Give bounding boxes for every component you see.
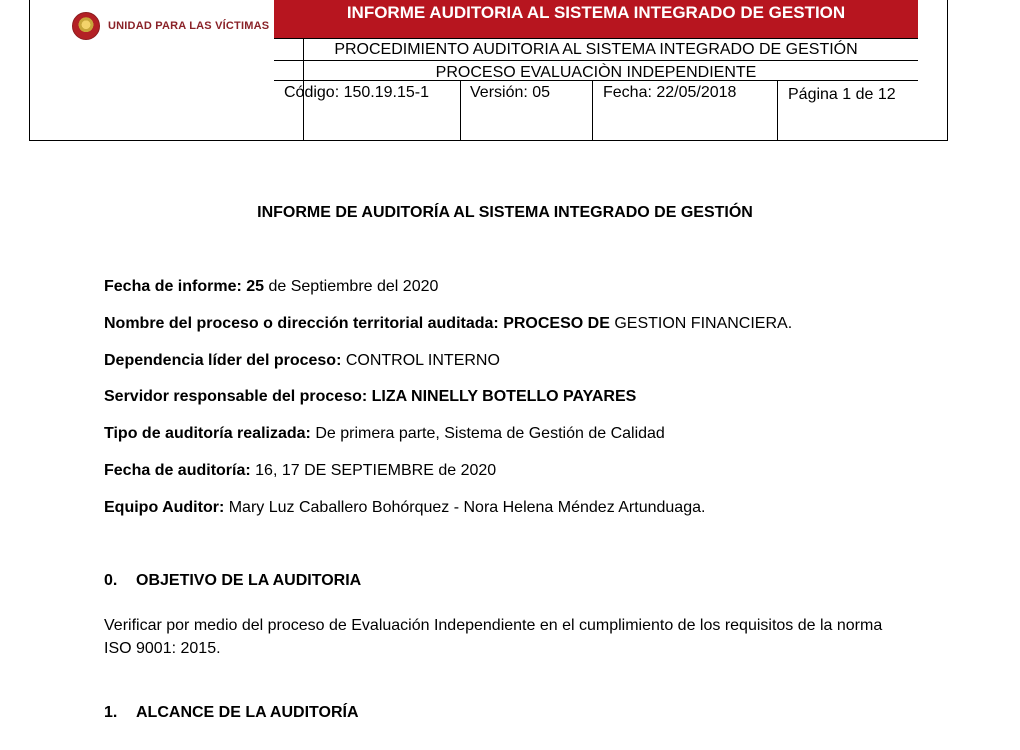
field-value-bold: 25	[246, 278, 265, 295]
field-value-bold: PROCESO DE	[503, 315, 615, 332]
field-value: CONTROL INTERNO	[345, 352, 500, 369]
field-dependencia	[104, 352, 500, 370]
field-label: Servidor responsable del proceso:	[104, 388, 372, 405]
field-value: GESTION FINANCIERA.	[614, 315, 793, 332]
section-title: OBJETIVO DE LA AUDITORIA	[136, 572, 362, 589]
header-version: Versión: 05	[461, 81, 593, 141]
field-fecha-auditoria	[104, 462, 496, 480]
header-process: PROCESO EVALUACIÒN INDEPENDIENTE	[274, 61, 918, 81]
section-title: ALCANCE DE LA AUDITORÍA	[136, 704, 359, 721]
logo-cell	[30, 0, 304, 141]
field-value: Mary Luz Caballero Bohórquez - Nora Helena Méndez Artunduaga.	[228, 499, 706, 516]
field-label: Equipo Auditor:	[104, 499, 229, 516]
field-equipo-auditor	[104, 499, 705, 517]
field-servidor	[104, 388, 636, 406]
header-pagina: Página 1 de 12	[788, 86, 896, 103]
section-number: 1.	[104, 704, 118, 721]
field-nombre-proceso	[104, 315, 792, 333]
field-value: 16, 17 DE SEPTIEMBRE de 2020	[255, 462, 497, 479]
coat-of-arms-icon	[72, 12, 100, 40]
field-label: Fecha de informe:	[104, 278, 247, 295]
field-fecha-informe	[104, 278, 438, 296]
field-label: Fecha de auditoría:	[104, 462, 256, 479]
logo-text: UNIDAD PARA LAS VÍCTIMAS	[108, 20, 270, 32]
field-tipo-auditoria	[104, 425, 665, 443]
field-label: Nombre del proceso o dirección territorial auditada:	[104, 315, 504, 332]
header-procedure: PROCEDIMIENTO AUDITORIA AL SISTEMA INTEGRADO DE GESTIÓN	[274, 39, 918, 61]
section-heading-alcance	[104, 704, 359, 722]
section-heading-objetivo	[104, 572, 361, 590]
field-label: Dependencia líder del proceso:	[104, 352, 346, 369]
header-title: INFORME AUDITORIA AL SISTEMA INTEGRADO DE GESTION	[274, 0, 918, 39]
section-body-objetivo: Verificar por medio del proceso de Evaluación Independiente en el cumplimiento de los requisitos de la norma ISO 9001: 2015.	[104, 617, 883, 657]
header-fecha: Fecha: 22/05/2018	[593, 81, 778, 141]
field-value: de Septiembre del 2020	[264, 278, 439, 295]
document-title: INFORME DE AUDITORÍA AL SISTEMA INTEGRADO DE GESTIÓN	[257, 204, 753, 221]
section-number: 0.	[104, 572, 118, 589]
field-label: Tipo de auditoría realizada:	[104, 425, 316, 442]
unidad-victimas-logo	[72, 12, 269, 40]
field-value-bold: LIZA NINELLY BOTELLO PAYARES	[371, 388, 637, 405]
header-codigo: Código: 150.19.15-1	[274, 81, 461, 141]
field-value: De primera parte, Sistema de Gestión de Calidad	[315, 425, 665, 442]
